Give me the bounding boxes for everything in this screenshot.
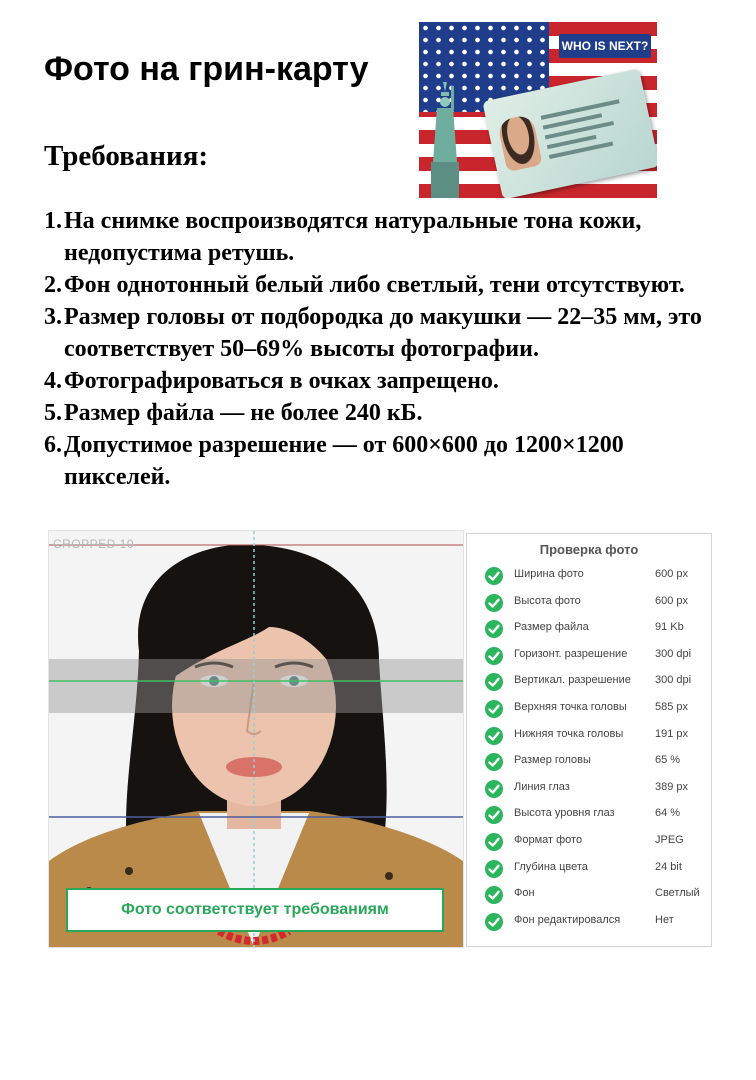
requirement-item (44, 205, 734, 269)
check-icon (485, 833, 503, 851)
check-label: Глубина цвета (514, 860, 588, 873)
check-label: Верхняя точка головы (514, 701, 627, 713)
green-card-banner (419, 22, 657, 198)
requirement-text: Размер файла — не более 240 кБ. (64, 400, 423, 426)
page-title: Фото на грин-карту (44, 50, 369, 88)
requirement-text: Размер головы от подбородка до макушки — 22–35 мм, это соответствует 50–69% высоты фотографии. (64, 304, 702, 362)
requirements-list (44, 205, 734, 493)
portrait-illustration (49, 531, 463, 947)
who-is-next-badge: WHO IS NEXT? (559, 34, 651, 58)
check-label: Нижняя точка головы (514, 727, 624, 740)
requirement-number: 1. (44, 208, 62, 234)
check-label: Вертикал. разрешение (514, 674, 631, 687)
requirement-text: Допустимое разрешение — от 600×600 до 1200×1200 пикселей. (64, 432, 624, 490)
check-label: Фон редактировался (514, 913, 621, 926)
requirement-number: 2. (44, 272, 62, 298)
check-label: Ширина фото (514, 568, 584, 580)
check-value: 191 px (655, 727, 689, 740)
check-value: JPEG (655, 834, 684, 846)
requirements-heading: Требования: (44, 140, 209, 172)
check-value: Светлый (655, 887, 700, 900)
check-row (485, 592, 707, 618)
check-value: 585 px (655, 701, 689, 713)
check-icon (485, 780, 503, 798)
check-value: 65 % (655, 754, 681, 767)
check-row (485, 911, 707, 937)
panel-title: Проверка фото (539, 542, 639, 557)
check-row (485, 778, 707, 804)
requirement-item (44, 269, 734, 301)
check-icon (485, 647, 503, 665)
requirement-number: 4. (44, 368, 62, 394)
check-row (485, 804, 707, 830)
card-text-lines (541, 97, 639, 165)
requirement-number: 3. (44, 304, 62, 330)
check-icon (485, 594, 503, 612)
check-icon (485, 860, 503, 878)
check-label: Формат фото (514, 834, 583, 846)
check-icon (485, 567, 503, 585)
check-icon (485, 886, 503, 904)
check-row (485, 645, 707, 671)
check-value: 24 bit (655, 860, 682, 873)
check-value: 300 dpi (655, 674, 692, 687)
check-row (485, 725, 707, 751)
requirement-text: На снимке воспроизводятся натуральные тона кожи, недопустима ретушь. (64, 208, 642, 266)
check-row (485, 884, 707, 910)
check-value: Нет (655, 913, 674, 926)
check-value: 600 px (655, 568, 689, 580)
check-row (485, 831, 707, 857)
photo-result-banner: Фото соответствует требованиям (66, 888, 444, 932)
card-portrait (497, 114, 543, 172)
check-row (485, 751, 707, 777)
check-value: 300 dpi (655, 647, 692, 660)
requirement-number: 6. (44, 432, 62, 458)
check-label: Высота уровня глаз (514, 807, 615, 820)
requirement-item (44, 301, 734, 365)
check-row (485, 618, 707, 644)
requirement-text: Фон однотонный белый либо светлый, тени отсутствуют. (64, 272, 685, 298)
check-label: Горизонт. разрешение (514, 647, 628, 660)
check-label: Размер головы (514, 754, 591, 767)
check-label: Высота фото (514, 594, 581, 607)
requirement-item (44, 397, 734, 429)
check-icon (485, 620, 503, 638)
requirement-item (44, 429, 734, 493)
check-icon (485, 727, 503, 745)
cropped-label: CROPPED 10 (53, 537, 135, 551)
requirement-number: 5. (44, 400, 62, 426)
check-label: Фон (514, 887, 535, 900)
check-icon (485, 673, 503, 691)
check-label: Линия глаз (514, 780, 570, 793)
check-icon (485, 913, 503, 931)
check-icon (485, 806, 503, 824)
check-label: Размер файла (514, 621, 589, 634)
statue-of-liberty-icon (427, 82, 463, 198)
requirement-item (44, 365, 734, 397)
check-icon (485, 753, 503, 771)
check-row (485, 858, 707, 884)
sample-photo (48, 530, 464, 948)
check-value: 600 px (655, 594, 689, 607)
check-value: 64 % (655, 807, 681, 820)
check-row (485, 671, 707, 697)
check-value: 389 px (655, 780, 689, 793)
check-value: 91 Kb (655, 621, 684, 634)
check-row (485, 698, 707, 724)
check-row (485, 565, 707, 591)
photo-check-panel (466, 533, 712, 947)
check-icon (485, 700, 503, 718)
requirement-text: Фотографироваться в очках запрещено. (64, 368, 499, 394)
